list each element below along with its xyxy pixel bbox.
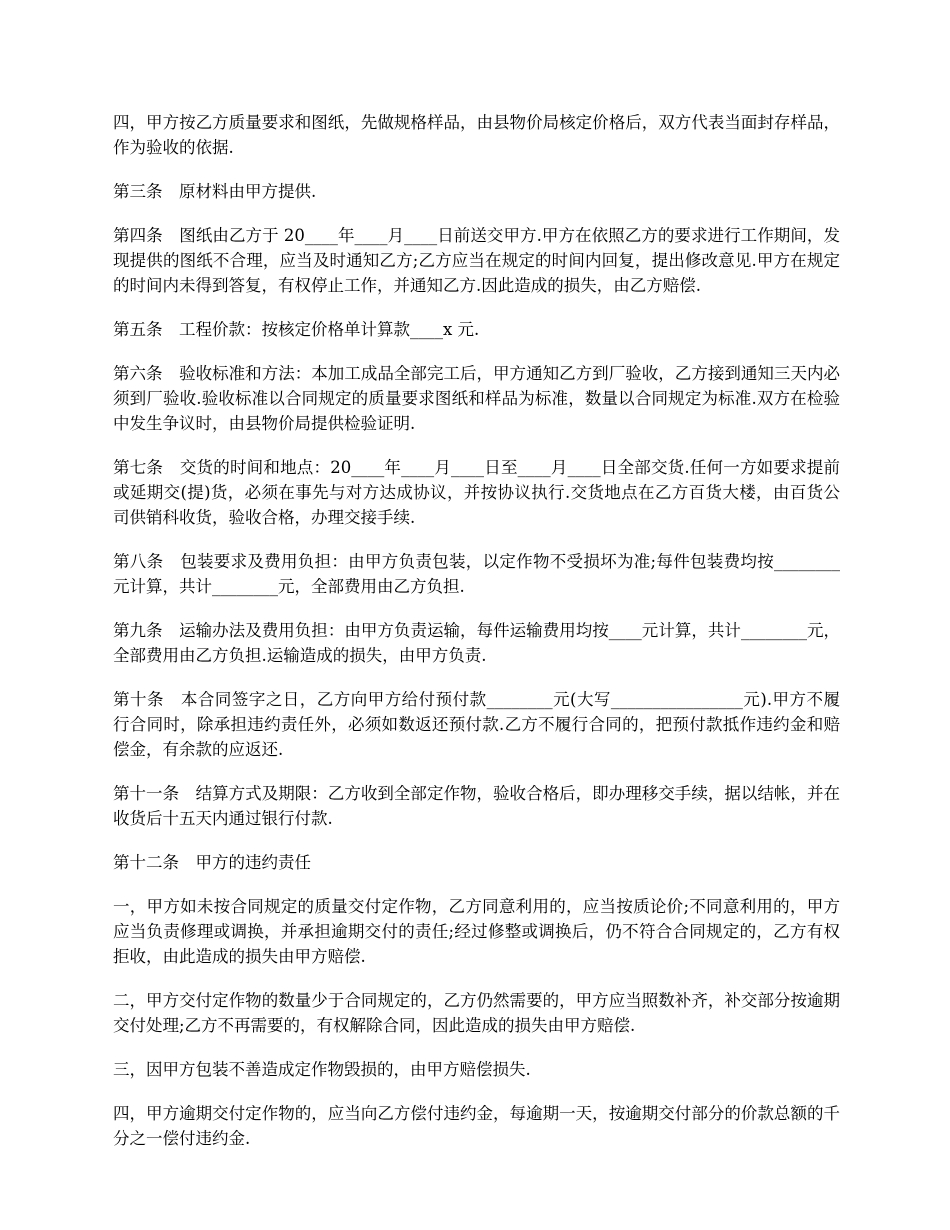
clause-paragraph: 第七条 交货的时间和地点：20____年____月____日至____月____日全部交货.任何一方如要求提前或延期交(提)货，必须在事先与对方达成协议，并按协议执行.交货地点在乙方百货大楼，由百货公司供销科收货，验收合格，办理交接手续.	[113, 458, 840, 527]
clause-paragraph: 四，甲方逾期交付定作物的，应当向乙方偿付违约金，每逾期一天，按逾期交付部分的价款总额的千分之一偿付违约金.	[113, 1104, 840, 1148]
clause-paragraph: 第四条 图纸由乙方于 20____年____月____日前送交甲方.甲方在依照乙方的要求进行工作期间，发现提供的图纸不合理，应当及时通知乙方;乙方应当在规定的时间内回复，提出修改意见.甲方在规定的时间内未得到答复，有权停止工作，并通知乙方.因此造成的损失，由乙方赔偿.	[113, 226, 840, 295]
clause-paragraph: 第三条 原材料由甲方提供.	[113, 182, 317, 201]
clause-paragraph: 第十一条 结算方式及期限：乙方收到全部定作物，验收合格后，即办理移交手续，据以结帐，并在收货后十五天内通过银行付款.	[113, 784, 840, 828]
clause-paragraph: 一，甲方如未按合同规定的质量交付定作物，乙方同意利用的，应当按质论价;不同意利用的，甲方应当负责修理或调换，并承担逾期交付的责任;经过修整或调换后，仍不符合合同规定的，乙方有权拒收，由此造成的损失由甲方赔偿.	[113, 897, 840, 966]
clause-paragraph: 第五条 工程价款：按核定价格单计算款____x 元.	[113, 320, 480, 339]
clause-paragraph: 四，甲方按乙方质量要求和图纸，先做规格样品，由县物价局核定价格后，双方代表当面封存样品，作为验收的依据.	[113, 113, 840, 157]
clause-paragraph: 第八条 包装要求及费用负担：由甲方负责包装，以定作物不受损坏为准;每件包装费均按________元计算，共计________元，全部费用由乙方负担.	[113, 552, 840, 596]
document-body	[113, 110, 840, 1170]
clause-heading: 第十二条 甲方的违约责任	[113, 853, 311, 872]
clause-paragraph: 三，因甲方包装不善造成定作物毁损的，由甲方赔偿损失.	[113, 1060, 531, 1079]
clause-paragraph: 第六条 验收标准和方法：本加工成品全部完工后，甲方通知乙方到厂验收，乙方接到通知三天内必须到厂验收.验收标准以合同规定的质量要求图纸和样品为标准，数量以合同规定为标准.双方在检验中发生争议时，由县物价局提供检验证明.	[113, 364, 840, 433]
clause-paragraph: 二，甲方交付定作物的数量少于合同规定的，乙方仍然需要的，甲方应当照数补齐，补交部分按逾期交付处理;乙方不再需要的，有权解除合同，因此造成的损失由甲方赔偿.	[113, 991, 840, 1035]
clause-paragraph: 第九条 运输办法及费用负担：由甲方负责运输，每件运输费用均按____元计算，共计________元，全部费用由乙方负担.运输造成的损失，由甲方负责.	[113, 621, 840, 665]
clause-paragraph: 第十条 本合同签字之日，乙方向甲方给付预付款________元(大写________________元).甲方不履行合同时，除承担违约责任外，必须如数返还预付款.乙方不履行合同的，把预付款抵作违约金和赔偿金，有余款的应返还.	[113, 690, 840, 759]
